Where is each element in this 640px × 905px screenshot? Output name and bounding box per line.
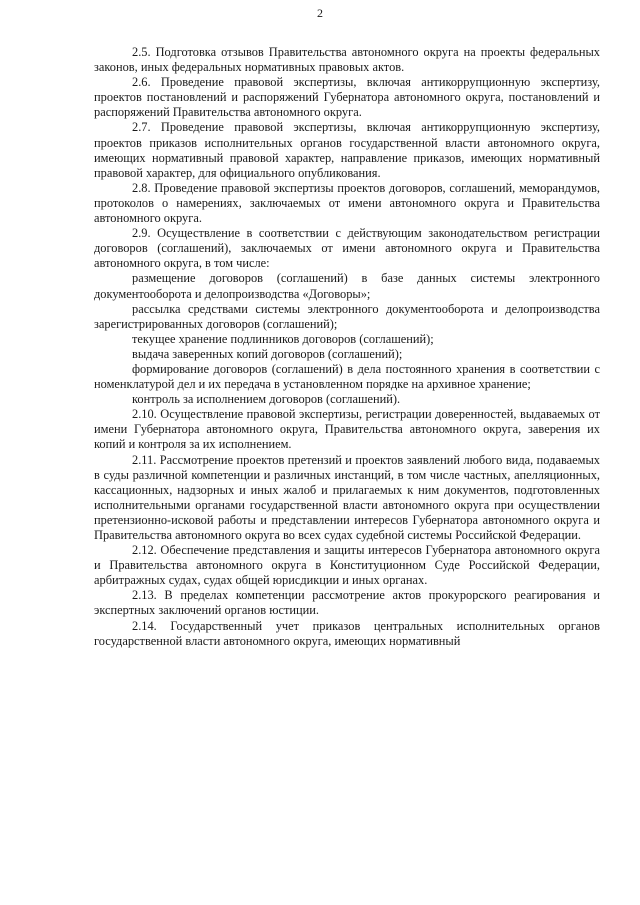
paragraph-2-7: 2.7. Проведение правовой экспертизы, включая антикоррупционную экспертизу, проектов приказов исполнительных органов государственной власти автономного округа, имеющих нормативный правовой характер, направление приказов, имеющих нормативный правовой характер, для официального опубликования.: [94, 120, 600, 180]
paragraph-2-8: 2.8. Проведение правовой экспертизы проектов договоров, соглашений, меморандумов, протоколов о намерениях, заключаемых от имени автономного округа и Правительства автономного округа.: [94, 180, 600, 226]
paragraph-2-5: 2.5. Подготовка отзывов Правительства автономного округа на проекты федеральных законов, иных федеральных нормативных правовых актов.: [94, 45, 600, 75]
paragraph-2-11: 2.11. Рассмотрение проектов претензий и проектов заявлений любого вида, подаваемых в суды различной компетенции и различных инстанций, в том числе частных, апелляционных, кассационных, надзорных и иных жалоб и прилагаемых к ним документов, подготовленных исполнительными органами государственной власти автономного округа при осуществлении претензионно-исковой работы и представлении интересов Губернатора автономного округа и Правительства автономного округа во всех судах судебной системы Российской Федерации.: [94, 452, 600, 542]
document-body: [94, 45, 600, 649]
list-item: рассылка средствами системы электронного документооборота и делопроизводства зарегистрированных договоров (соглашений);: [94, 301, 600, 331]
list-item: контроль за исполнением договоров (соглашений).: [132, 392, 401, 407]
list-item: формирование договоров (соглашений) в дела постоянного хранения в соответствии с номенклатурой дел и их передача в установленном порядке на архивное хранение;: [94, 361, 600, 392]
list-item: текущее хранение подлинников договоров (соглашений);: [132, 331, 434, 346]
paragraph-2-6: 2.6. Проведение правовой экспертизы, включая антикоррупционную экспертизу, проектов постановлений и распоряжений Губернатора автономного округа, постановлений и распоряжений Правительства автономного округа.: [94, 75, 600, 120]
list-item: размещение договоров (соглашений) в базе данных системы электронного документооборота и делопроизводства «Договоры»;: [94, 271, 600, 301]
list-item: выдача заверенных копий договоров (соглашений);: [132, 346, 403, 361]
paragraph-2-13: 2.13. В пределах компетенции рассмотрение актов прокурорского реагирования и экспертных заключений органов юстиции.: [94, 588, 600, 618]
paragraph-2-10: 2.10. Осуществление правовой экспертизы, регистрации доверенностей, выдаваемых от имени Губернатора автономного округа, Правительства автономного округа, заверения их копий и контроля за их исполнением.: [94, 407, 600, 452]
page-number: 2: [317, 6, 323, 20]
paragraph-2-12: 2.12. Обеспечение представления и защиты интересов Губернатора автономного округа и Правительства автономного округа в Конституционном Суде Российской Федерации, арбитражных судах, судах общей юрисдикции и иных органах.: [94, 543, 600, 588]
paragraph-2-14: 2.14. Государственный учет приказов центральных исполнительных органов государственной власти автономного округа, имеющих нормативный: [94, 618, 600, 648]
paragraph-2-9: 2.9. Осуществление в соответствии с действующим законодательством регистрации договоров (соглашений), заключаемых от имени автономного округа и Правительства автономного округа, в том числе:: [94, 226, 600, 271]
